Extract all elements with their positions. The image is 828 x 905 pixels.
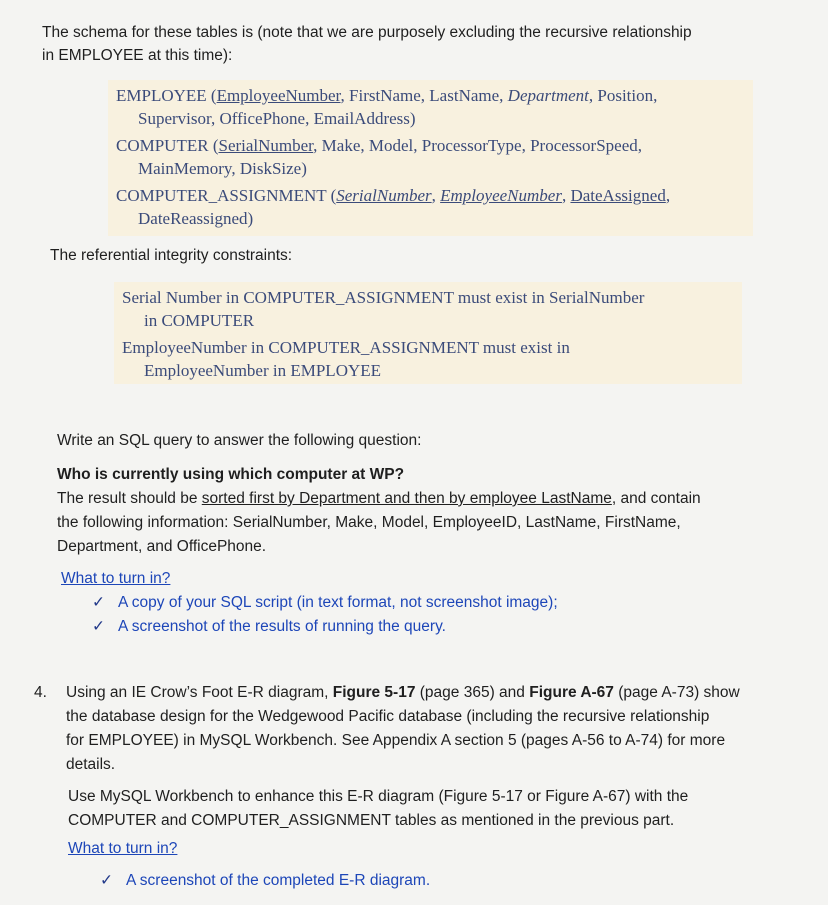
assignment-sep-3: , [665,186,671,205]
turn-in-link-1[interactable]: What to turn in? [61,570,171,587]
item-4-l1-a: Using an IE Crow’s Foot E-R diagram, [66,684,333,701]
assignment-sep-1: , [431,186,441,205]
schema-employee-line-2: Supervisor, OfficePhone, EmailAddress) [138,109,416,128]
item-4-line-1 [66,682,740,704]
result-post: , and contain [611,490,701,507]
assignment-fk-serial: SerialNumber [336,186,432,205]
result-line-2: the following information: SerialNumber, Make, Model, EmployeeID, LastName, FirstName, [57,514,681,531]
schema-employee-line-1 [116,84,753,107]
checkmark-icon: ✓ [100,872,113,889]
question-prompt: Write an SQL query to answer the following question: [57,432,422,449]
assignment-pk-date: DateAssigned [570,186,666,205]
employee-primary-key: EmployeeNumber [216,86,341,105]
turn-in-item-2 [92,616,446,638]
schema-computer-line-1 [116,134,753,157]
ri-constraint-1-line-2: in COMPUTER [144,311,255,330]
result-line-3: Department, and OfficePhone. [57,538,267,555]
assignment-fk-employee: EmployeeNumber [440,186,562,205]
item-4-line-3: for EMPLOYEE) in MySQL Workbench. See Appendix A section 5 (pages A-56 to A-74) for more [66,732,726,749]
item-4-para-2-line-2: COMPUTER and COMPUTER_ASSIGNMENT tables as mentioned in the previous part. [68,812,675,829]
ri-heading: The referential integrity constraints: [50,247,293,264]
computer-columns: , Make, Model, ProcessorType, ProcessorSpeed, [313,136,642,155]
schema-box [108,80,753,236]
intro-line-2: in EMPLOYEE at this time): [42,47,233,64]
checkmark-icon: ✓ [92,618,105,635]
intro-line-1: The schema for these tables is (note that we are purposely excluding the recursive relationship [42,24,692,41]
employee-columns-a: , FirstName, LastName, [340,86,508,105]
schema-assignment-line-1 [116,184,753,207]
result-pre: The result should be [57,490,202,507]
ri-constraint-2-line-2: EmployeeNumber in EMPLOYEE [144,361,382,380]
schema-assignment-line-2: DateReassigned) [138,209,254,228]
assignment-sep-2: , [561,186,571,205]
turn-in-link-2[interactable]: What to turn in? [68,840,178,857]
item-4-l1-c: (page 365) and [415,684,530,701]
item-4-number: 4. [34,684,47,701]
assignment-table-name: COMPUTER_ASSIGNMENT ( [116,186,337,205]
item-4-para-2-line-1: Use MySQL Workbench to enhance this E-R diagram (Figure 5-17 or Figure A-67) with the [68,788,689,805]
schema-computer-line-2: MainMemory, DiskSize) [138,159,307,178]
turn-in-item-1-text: A copy of your SQL script (in text format, not screenshot image); [118,594,558,611]
employee-columns-b: , Position, [588,86,658,105]
employee-table-name: EMPLOYEE ( [116,86,217,105]
result-line-1 [57,488,701,510]
computer-table-name: COMPUTER ( [116,136,219,155]
employee-foreign-key: Department [507,86,589,105]
question-text: Who is currently using which computer at WP? [57,466,405,483]
ri-constraint-2-line-1: EmployeeNumber in COMPUTER_ASSIGNMENT must exist in [122,338,570,357]
turn-in-item-3 [100,870,430,892]
figure-a-67-ref: Figure A-67 [529,684,614,701]
item-4-l1-e: (page A-73) show [613,684,740,701]
turn-in-item-3-text: A screenshot of the completed E-R diagram. [126,872,431,889]
turn-in-item-1 [92,592,558,614]
computer-primary-key: SerialNumber [218,136,314,155]
figure-5-17-ref: Figure 5-17 [332,684,416,701]
result-sort-order: sorted first by Department and then by employee LastName [201,490,612,507]
checkmark-icon: ✓ [92,594,105,611]
ri-box [114,282,742,384]
item-4-line-2: the database design for the Wedgewood Pacific database (including the recursive relationship [66,708,710,725]
item-4-line-4: details. [66,756,116,773]
turn-in-item-2-text: A screenshot of the results of running the query. [118,618,446,635]
ri-constraint-1-line-1: Serial Number in COMPUTER_ASSIGNMENT must exist in SerialNumber [122,288,645,307]
